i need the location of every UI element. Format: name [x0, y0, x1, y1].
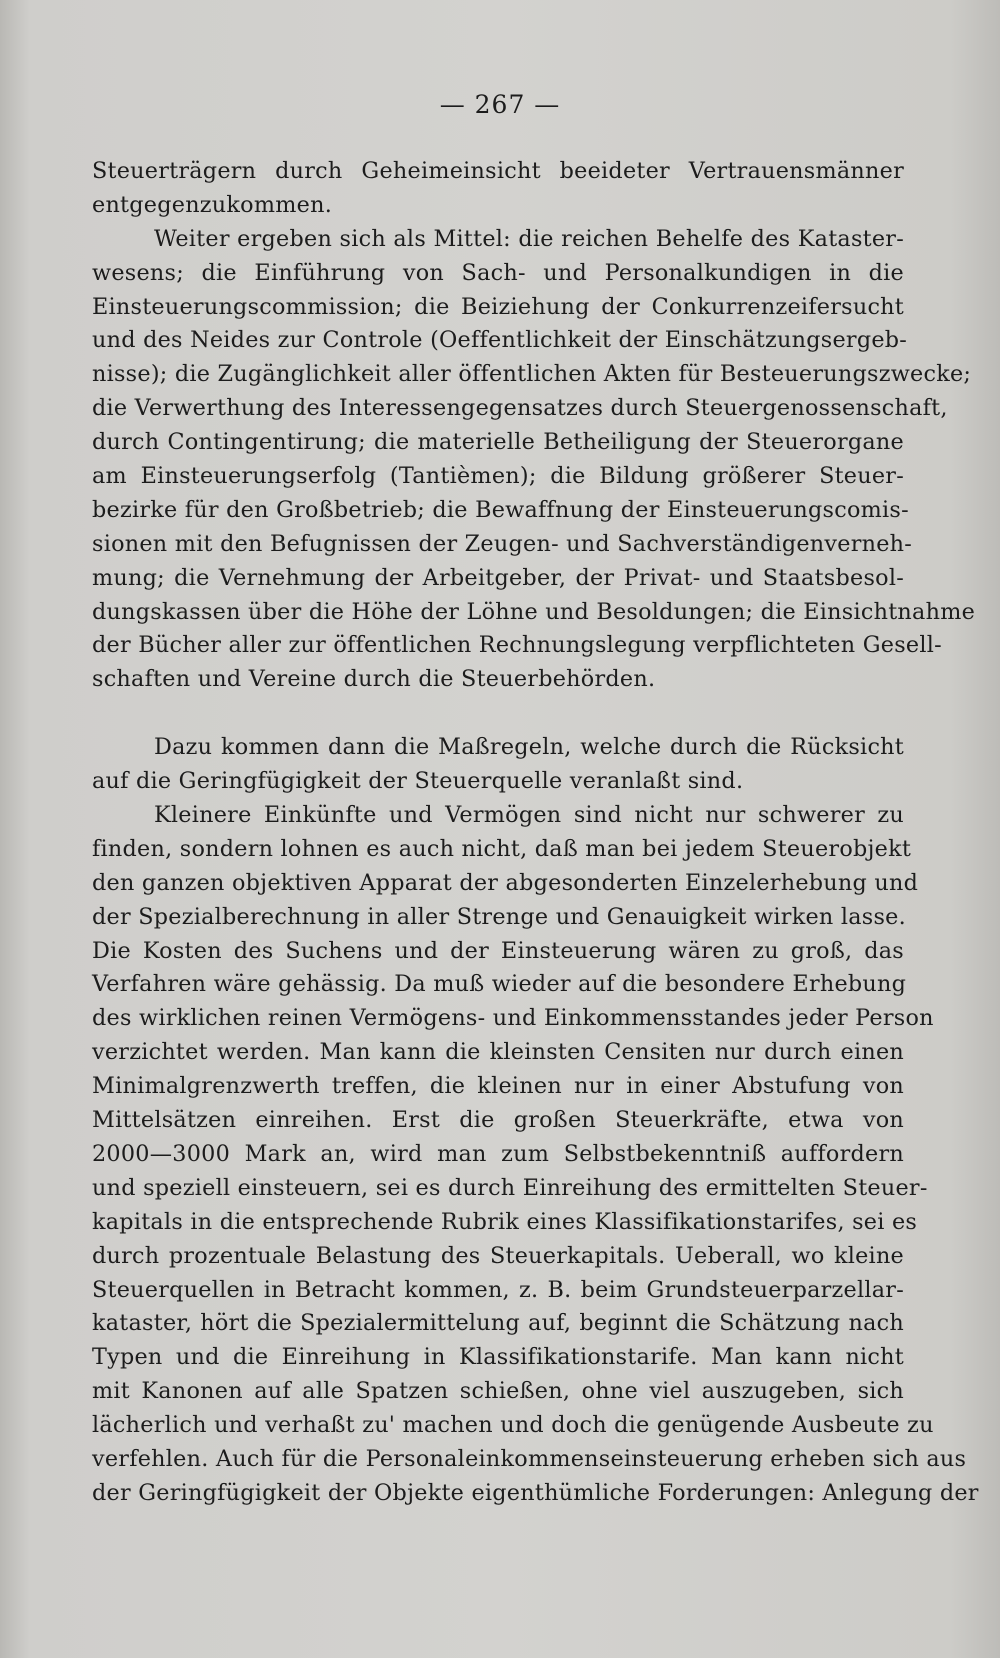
text-line: und des Neides zur Controle (Oeffentlichkeit der Einschätzungsergeb-: [92, 327, 908, 354]
text-line: mung; die Vernehmung der Arbeitgeber, der Privat- und Staatsbesol-: [92, 564, 904, 591]
text-line: Verfahren wäre gehässig. Da muß wieder auf die besondere Erhebung: [92, 971, 907, 998]
text-line: Steuerquellen in Betracht kommen, z. B. beim Grundsteuerparzellar-: [92, 1276, 904, 1303]
text-line: Minimalgrenzwerth treffen, die kleinen nur in einer Abstufung von: [92, 1073, 904, 1100]
text-line: finden, sondern lohnen es auch nicht, daß man bei jedem Steuerobjekt: [92, 835, 912, 862]
text-line: Weiter ergeben sich als Mittel: die reichen Behelfe des Kataster-: [154, 225, 904, 252]
paragraph-gap: [92, 697, 904, 731]
text-line: sionen mit den Befugnissen der Zeugen- und Sachverständigenverneh-: [92, 530, 913, 557]
text-line: durch prozentuale Belastung des Steuerkapitals. Ueberall, wo kleine: [92, 1242, 904, 1269]
text-line: Steuerträgern durch Geheimeinsicht beeideter Vertrauensmänner: [92, 158, 904, 184]
text-line: 2000—3000 Mark an, wird man zum Selbstbekenntniß auffordern: [92, 1140, 904, 1167]
text-line: Einsteuerungscommission; die Beiziehung der Conkurrenzeifersucht: [92, 293, 904, 320]
text-line: kapitals in die entsprechende Rubrik eines Klassifikationstarifes, sei es: [92, 1208, 918, 1235]
text-line: der Geringfügigkeit der Objekte eigenthümliche Forderungen: Anlegung der: [92, 1479, 979, 1506]
text-line: lächerlich und verhaßt zu' machen und doch die genügende Ausbeute zu: [92, 1412, 934, 1439]
text-line: entgegenzukommen.: [92, 191, 333, 218]
text-line: schaften und Vereine durch die Steuerbehörden.: [92, 666, 656, 693]
text-line: Dazu kommen dann die Maßregeln, welche durch die Rücksicht: [154, 734, 904, 761]
text-line: Typen und die Einreihung in Klassifikationstarife. Man kann nicht: [92, 1344, 904, 1371]
text-line: Mittelsätzen einreihen. Erst die großen Steuerkräfte, etwa von: [92, 1107, 904, 1134]
text-line: Die Kosten des Suchens und der Einsteuerung wären zu groß, das: [92, 937, 904, 964]
text-line: verzichtet werden. Man kann die kleinsten Censiten nur durch einen: [92, 1039, 904, 1066]
text-line: bezirke für den Großbetrieb; die Bewaffnung der Einsteuerungscomis-: [92, 496, 909, 523]
text-line: die Verwerthung des Interessengegensatzes durch Steuergenossenschaft,: [92, 395, 948, 422]
text-line: verfehlen. Auch für die Personaleinkommenseinsteuerung erheben sich aus: [92, 1445, 967, 1472]
text-line: durch Contingentirung; die materielle Betheiligung der Steuerorgane: [92, 429, 904, 456]
text-line: am Einsteuerungserfolg (Tantièmen); die Bildung größerer Steuer-: [92, 463, 904, 490]
text-line: der Bücher aller zur öffentlichen Rechnungslegung verpflichteten Gesell-: [92, 632, 942, 659]
text-line: kataster, hört die Spezialermittelung auf, beginnt die Schätzung nach: [92, 1310, 904, 1337]
text-line: Kleinere Einkünfte und Vermögen sind nicht nur schwerer zu: [154, 802, 904, 829]
text-line: den ganzen objektiven Apparat der abgesonderten Einzelerhebung und: [92, 869, 919, 896]
text-line: nisse); die Zugänglichkeit aller öffentlichen Akten für Besteuerungszwecke;: [92, 361, 972, 388]
text-line: wesens; die Einführung von Sach- und Personalkundigen in die: [92, 259, 904, 286]
text-line: dungskassen über die Höhe der Löhne und Besoldungen; die Einsichtnahme: [92, 598, 976, 625]
text-line: auf die Geringfügigkeit der Steuerquelle veranlaßt sind.: [92, 768, 744, 795]
text-line: des wirklichen reinen Vermögens- und Einkommensstandes jeder Person: [92, 1005, 934, 1032]
text-line: der Spezialberechnung in aller Strenge und Genauigkeit wirken lasse.: [92, 903, 906, 930]
body-text: [92, 155, 979, 1511]
page-number: — 267 —: [439, 90, 561, 119]
text-line: und speziell einsteuern, sei es durch Einreihung des ermittelten Steuer-: [92, 1174, 928, 1201]
text-line: mit Kanonen auf alle Spatzen schießen, ohne viel auszugeben, sich: [92, 1378, 904, 1405]
